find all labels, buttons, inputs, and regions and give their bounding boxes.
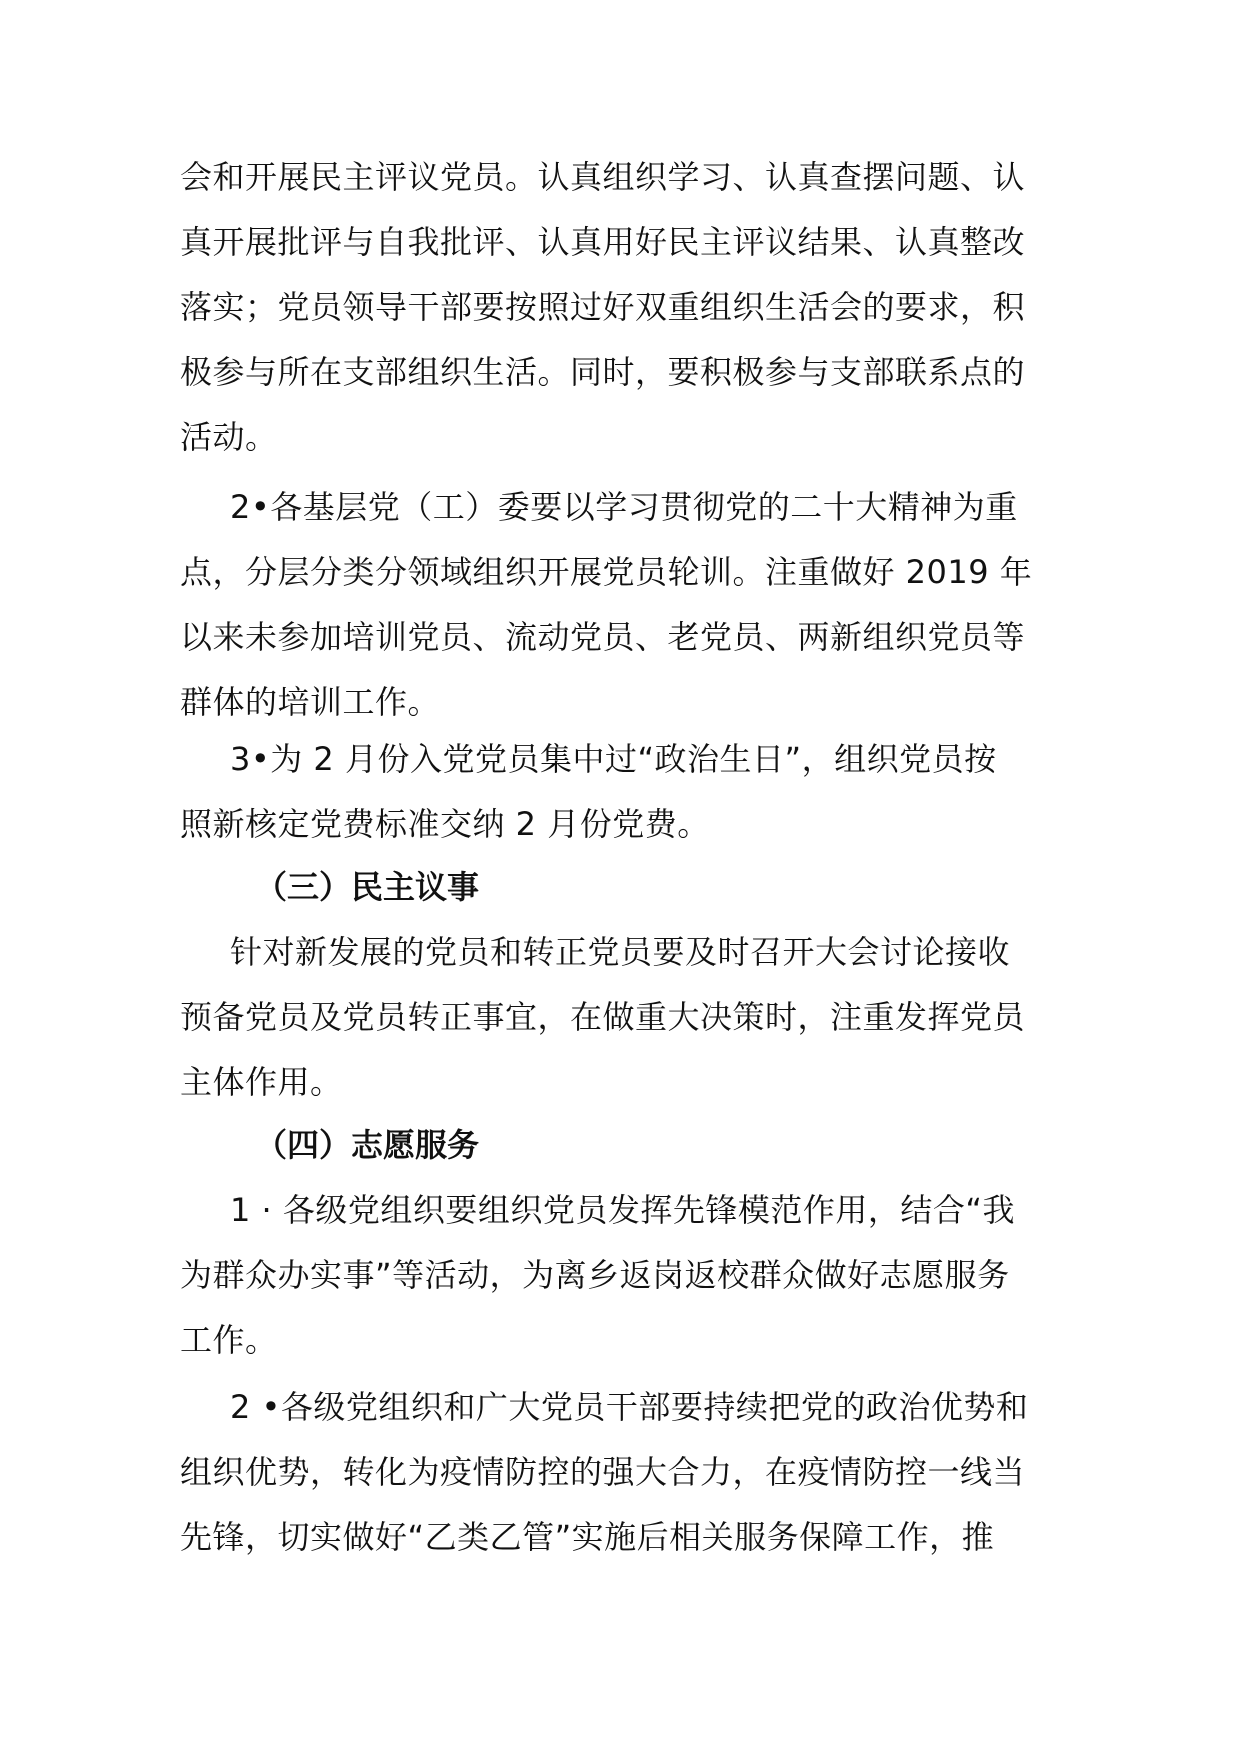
text-line: 真开展批评与自我批评、认真用好民主评议结果、认真整改 (180, 223, 1026, 261)
text-line: 活动。 (180, 418, 278, 456)
text-line: 组织优势，转化为疫情防控的强大合力，在疫情防控一线当 (180, 1453, 1026, 1491)
text-line: 预备党员及党员转正事宜，在做重大决策时，注重发挥党员 (180, 998, 1026, 1036)
paragraph-party-training (180, 475, 1066, 735)
paragraph-party-review (180, 145, 1066, 470)
text-line: 1 · 各级党组织要组织党员发挥先锋模范作用，结合“我 (230, 1191, 1015, 1229)
text-line: 主体作用。 (180, 1063, 343, 1101)
paragraph-epidemic-prevention (180, 1375, 1066, 1570)
text-line: 群体的培训工作。 (180, 683, 441, 721)
paragraph-democratic-affairs (180, 920, 1066, 1115)
text-line: 2 •各级党组织和广大党员干部要持续把党的政治优势和 (230, 1388, 1029, 1426)
text-line: 极参与所在支部组织生活。同时，要积极参与支部联系点的 (180, 353, 1026, 391)
text-line: 落实；党员领导干部要按照过好双重组织生活会的要求，积 (180, 288, 1026, 326)
text-line: 点，分层分类分领域组织开展党员轮训。注重做好 2019 年 (180, 553, 1033, 591)
text-line: 会和开展民主评议党员。认真组织学习、认真查摆问题、认 (180, 158, 1026, 196)
text-line: 工作。 (180, 1321, 278, 1359)
section-heading-democratic-affairs: （三）民主议事 (255, 868, 480, 906)
paragraph-political-birthday (180, 727, 1066, 857)
text-line: 照新核定党费标准交纳 2 月份党费。 (180, 805, 710, 843)
text-line: 以来未参加培训党员、流动党员、老党员、两新组织党员等 (180, 618, 1026, 656)
text-line: 为群众办实事”等活动，为离乡返岗返校群众做好志愿服务 (180, 1256, 1010, 1294)
text-line: 2•各基层党（工）委要以学习贯彻党的二十大精神为重 (230, 488, 1018, 526)
text-line: 3•为 2 月份入党党员集中过“政治生日”，组织党员按 (230, 740, 997, 778)
paragraph-volunteer-service (180, 1178, 1066, 1373)
text-line: 针对新发展的党员和转正党员要及时召开大会讨论接收 (230, 933, 1011, 971)
text-line: 先锋，切实做好“乙类乙管”实施后相关服务保障工作，推 (180, 1518, 995, 1556)
section-heading-volunteer-service: （四）志愿服务 (255, 1126, 480, 1164)
